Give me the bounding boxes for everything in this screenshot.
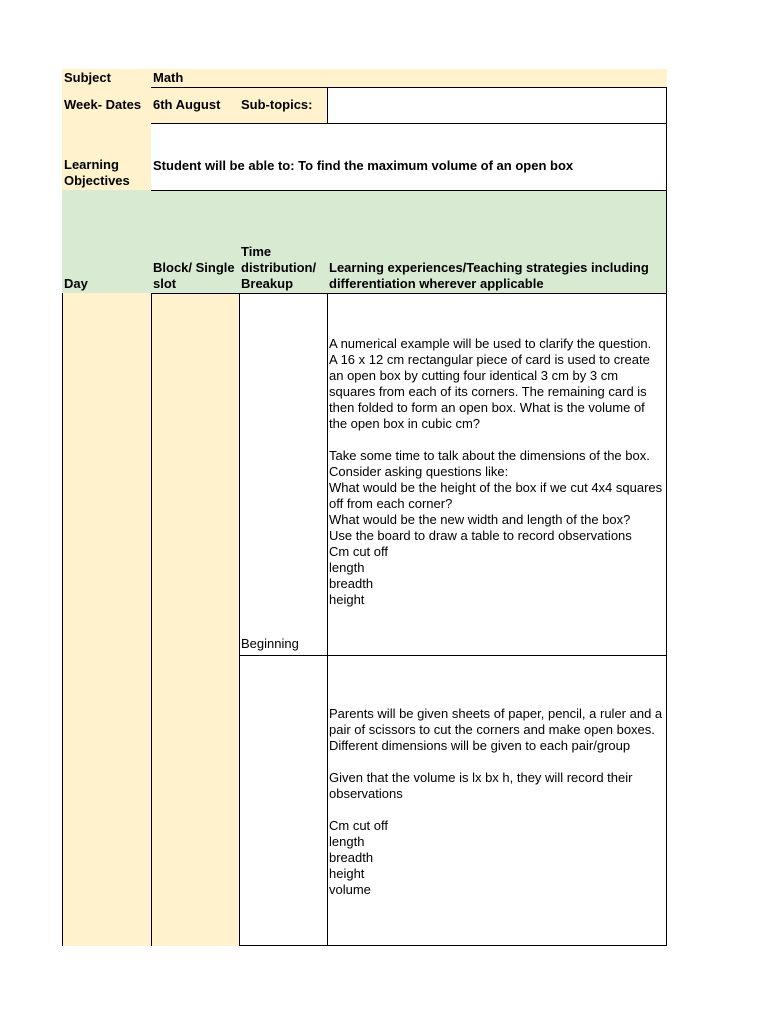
objectives-value: Student will be able to: To find the maximum volume of an open box	[153, 158, 574, 173]
grid-line	[151, 123, 667, 124]
learning-cell-row-1: A numerical example will be used to clarify the question. A 16 x 12 cm rectangular piece of card is used to create an open box by cutting four identical 3 cm by 3 cm squares from each of its corners. The remaining card is then folded to form an open box. What is the volume of the open box in cubic cm? Take some time to talk about the dimensions of the box. Consider asking questions like: What would be the height of the box if we cut 4x4 squares off from each corner? What would be the new width and length of the box? Use the board to draw a table to record observations Cm cut off length breadth height	[329, 336, 663, 607]
learning-cell-row-2: Parents will be given sheets of paper, pencil, a ruler and a pair of scissors to cut the corners and make open boxes. Different dimensions will be given to each pair/group Given that the volume is lx bx h, they will record their observations Cm cut off length breadth height volume	[329, 706, 663, 897]
col-learning-header: Learning experiences/Teaching strategies including differentiation wherever applicable	[329, 260, 649, 291]
week-value: 6th August	[153, 97, 221, 112]
subtopics-value	[327, 87, 667, 123]
grid-line	[327, 293, 328, 946]
subject-label: Subject	[64, 70, 111, 85]
grid-line	[327, 87, 328, 123]
grid-line	[666, 87, 667, 946]
objectives-label: Learning Objectives	[64, 157, 130, 188]
time-cell-row-2	[239, 655, 327, 945]
grid-line	[151, 293, 152, 946]
grid-line	[151, 190, 667, 191]
col-time-header: Time distribution/ Breakup	[241, 244, 317, 291]
grid-line	[239, 655, 667, 656]
time-cell-row-1: Beginning	[241, 636, 299, 651]
col-day-header: Day	[64, 276, 88, 291]
grid-line	[62, 293, 63, 946]
grid-line	[151, 87, 667, 88]
col-block-header: Block/ Single slot	[153, 260, 235, 291]
subject-value: Math	[153, 70, 184, 85]
grid-line	[151, 293, 667, 294]
week-label: Week- Dates	[64, 97, 142, 112]
grid-line	[239, 945, 667, 946]
grid-line	[239, 293, 240, 946]
subtopics-label: Sub-topics:	[241, 97, 313, 112]
